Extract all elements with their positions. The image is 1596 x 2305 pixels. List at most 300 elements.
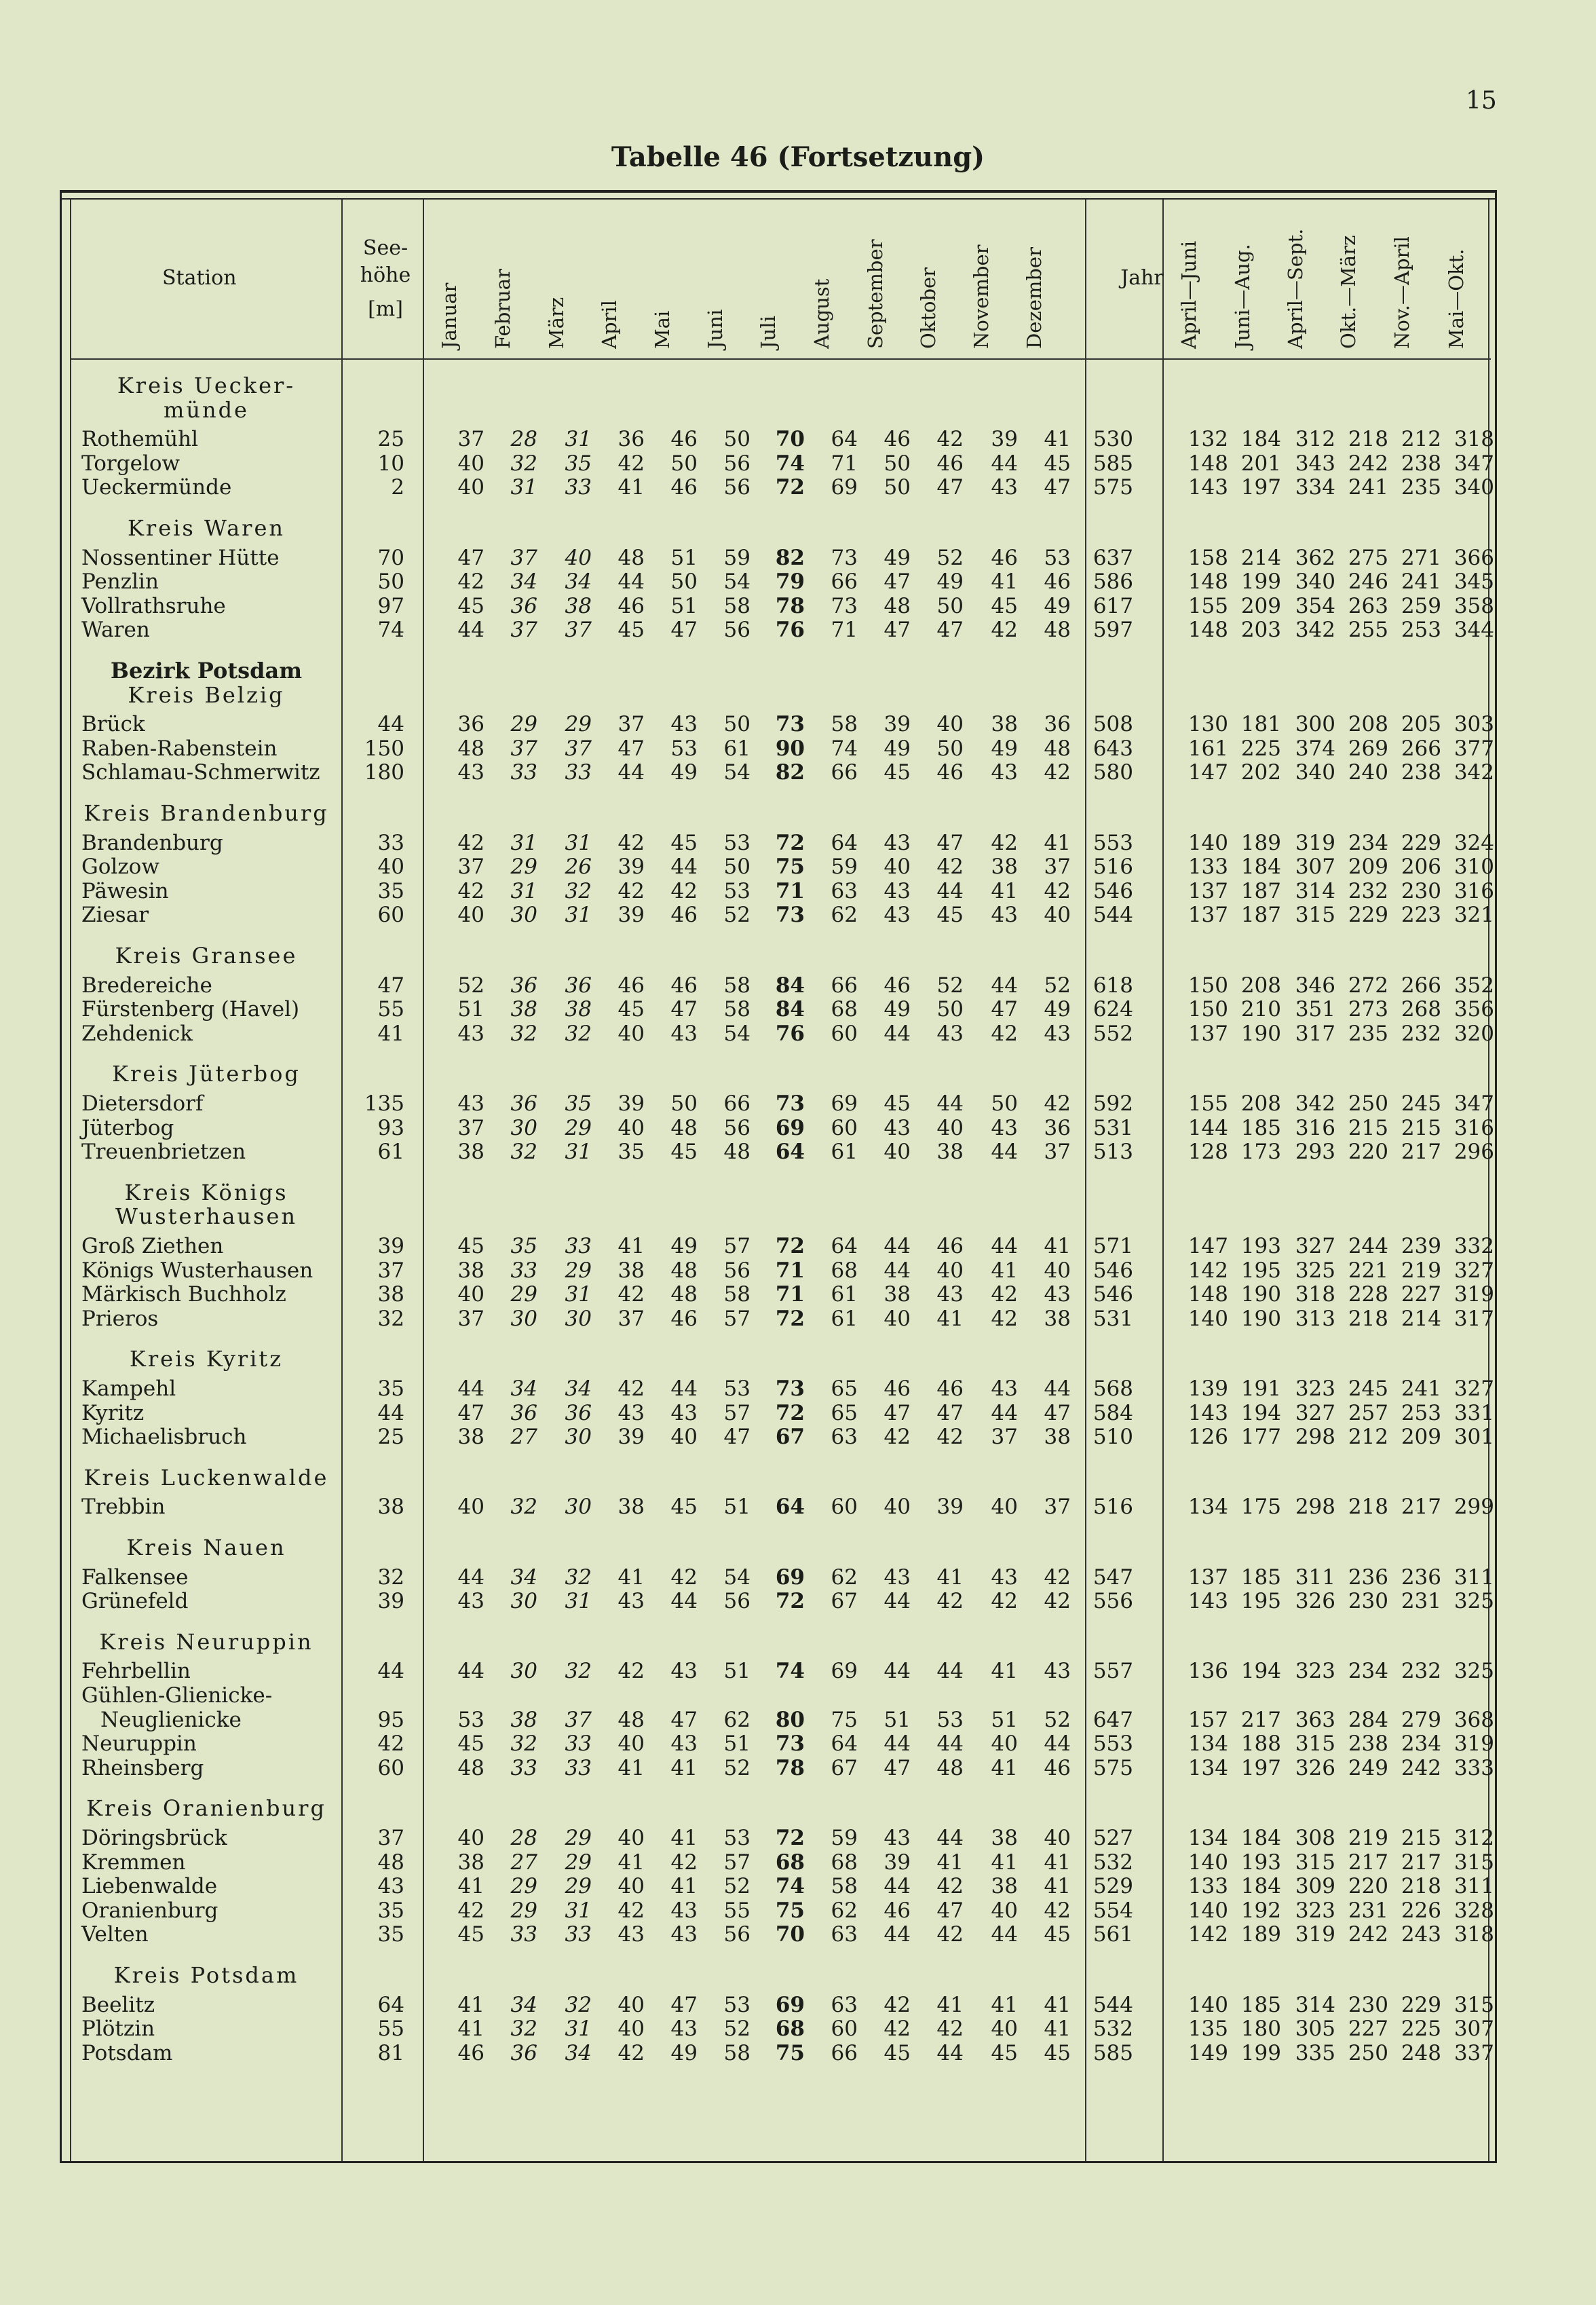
month-cell: 43 xyxy=(670,2017,698,2042)
period-cell: 215 xyxy=(1401,1115,1441,1140)
period-cell: 346 xyxy=(1295,973,1335,998)
station-name: Rothemühl xyxy=(81,427,199,452)
month-cell: 40 xyxy=(1044,1826,1071,1850)
month-cell: 49 xyxy=(884,997,911,1022)
period-cell: 142 xyxy=(1188,1258,1228,1283)
period-cell: 130 xyxy=(1188,712,1228,737)
month-cell: 38 xyxy=(457,1140,484,1165)
kreis-heading: Kreis Waren xyxy=(128,515,285,541)
month-cell: 44 xyxy=(936,1091,964,1116)
period-cell: 266 xyxy=(1401,736,1441,761)
month-cell: 45 xyxy=(884,760,911,785)
period-cell: 240 xyxy=(1348,760,1388,785)
period-cell: 275 xyxy=(1348,545,1388,570)
header-period: Mai—Okt. xyxy=(1445,248,1468,349)
month-cell: 39 xyxy=(884,712,911,737)
month-cell: 51 xyxy=(457,997,484,1022)
table-row xyxy=(0,1756,1596,1780)
station-name: Jüterbog xyxy=(81,1115,174,1140)
month-cell: 64 xyxy=(831,1731,858,1757)
station-name: Kyritz xyxy=(81,1400,145,1425)
jahr-cell: 647 xyxy=(1092,1707,1133,1732)
header-period: April—Sept. xyxy=(1284,228,1307,349)
period-cell: 137 xyxy=(1188,1021,1228,1046)
month-cell: 46 xyxy=(884,1376,911,1401)
period-cell: 134 xyxy=(1188,1731,1228,1757)
month-cell: 42 xyxy=(991,1021,1018,1046)
month-cell: 35 xyxy=(618,1140,645,1165)
month-cell: 38 xyxy=(1044,1425,1071,1450)
table-row xyxy=(0,1091,1596,1116)
month-cell: 41 xyxy=(618,1850,645,1875)
station-name: Waren xyxy=(81,618,150,643)
month-cell: 34 xyxy=(565,569,592,595)
period-cell: 316 xyxy=(1295,1115,1335,1140)
station-name: Falkensee xyxy=(81,1564,189,1590)
period-cell: 231 xyxy=(1348,1898,1388,1923)
month-cell: 41 xyxy=(457,1992,484,2017)
month-cell: 61 xyxy=(831,1282,858,1307)
period-cell: 190 xyxy=(1240,1021,1281,1046)
month-cell: 69 xyxy=(831,1091,858,1116)
month-cell: 49 xyxy=(884,736,911,761)
period-cell: 137 xyxy=(1188,878,1228,903)
month-cell: 53 xyxy=(457,1707,484,1732)
month-cell: 43 xyxy=(670,1922,698,1947)
header-month: August xyxy=(810,278,833,349)
month-cell: 48 xyxy=(618,1707,645,1732)
jahr-cell: 556 xyxy=(1092,1589,1133,1614)
month-cell: 48 xyxy=(618,545,645,570)
month-cell: 68 xyxy=(775,2017,805,2042)
month-cell: 47 xyxy=(457,1400,484,1425)
month-cell: 76 xyxy=(775,618,805,643)
month-cell: 36 xyxy=(510,2040,537,2065)
seehoehe-cell: 97 xyxy=(377,593,404,618)
period-cell: 133 xyxy=(1188,855,1228,880)
month-cell: 75 xyxy=(775,1898,805,1923)
jahr-cell: 618 xyxy=(1092,973,1133,998)
period-cell: 243 xyxy=(1401,1922,1441,1947)
period-cell: 343 xyxy=(1295,451,1335,476)
month-cell: 47 xyxy=(936,1898,964,1923)
month-cell: 38 xyxy=(991,855,1018,880)
jahr-cell: 584 xyxy=(1092,1400,1133,1425)
month-cell: 47 xyxy=(670,1992,698,2017)
month-cell: 47 xyxy=(457,545,484,570)
month-cell: 57 xyxy=(723,1850,750,1875)
jahr-cell: 575 xyxy=(1092,1755,1133,1780)
seehoehe-cell: 95 xyxy=(377,1707,404,1732)
period-cell: 340 xyxy=(1454,475,1494,500)
month-cell: 38 xyxy=(991,1874,1018,1899)
period-cell: 241 xyxy=(1401,1376,1441,1401)
station-name: Ueckermünde xyxy=(81,475,232,500)
month-cell: 37 xyxy=(618,712,645,737)
month-cell: 54 xyxy=(723,760,750,785)
station-name: Fürstenberg (Havel) xyxy=(81,997,300,1022)
period-cell: 205 xyxy=(1401,712,1441,737)
month-cell: 45 xyxy=(936,903,964,928)
month-cell: 32 xyxy=(565,878,592,903)
table-row xyxy=(0,879,1596,903)
month-cell: 71 xyxy=(775,1282,805,1307)
station-name: Prieros xyxy=(81,1306,159,1331)
month-cell: 71 xyxy=(831,451,858,476)
month-cell: 57 xyxy=(723,1306,750,1331)
month-cell: 32 xyxy=(565,1659,592,1684)
header-month: Juni xyxy=(704,309,727,349)
month-cell: 36 xyxy=(565,1400,592,1425)
month-cell: 53 xyxy=(1044,545,1071,570)
jahr-cell: 552 xyxy=(1092,1021,1133,1046)
period-cell: 181 xyxy=(1240,712,1281,737)
kreis-heading: Wusterhausen xyxy=(115,1203,297,1230)
month-cell: 52 xyxy=(1044,973,1071,998)
month-cell: 29 xyxy=(510,855,537,880)
header-month: März xyxy=(545,297,568,349)
month-cell: 48 xyxy=(723,1140,750,1165)
period-cell: 316 xyxy=(1454,1115,1494,1140)
period-cell: 335 xyxy=(1295,2040,1335,2065)
kreis-heading: Kreis Luckenwalde xyxy=(83,1464,329,1491)
jahr-cell: 527 xyxy=(1092,1826,1133,1850)
period-cell: 188 xyxy=(1240,1731,1281,1757)
period-cell: 321 xyxy=(1454,903,1494,928)
month-cell: 53 xyxy=(723,1826,750,1850)
period-cell: 142 xyxy=(1188,1922,1228,1947)
period-cell: 250 xyxy=(1348,2040,1388,2065)
month-cell: 48 xyxy=(670,1258,698,1283)
month-cell: 29 xyxy=(565,712,592,737)
period-cell: 310 xyxy=(1454,855,1494,880)
kreis-heading: Kreis Nauen xyxy=(126,1535,286,1560)
month-cell: 36 xyxy=(457,712,484,737)
jahr-cell: 643 xyxy=(1092,736,1133,761)
period-cell: 271 xyxy=(1401,545,1441,570)
month-cell: 43 xyxy=(1044,1021,1071,1046)
month-cell: 32 xyxy=(510,1140,537,1165)
month-cell: 43 xyxy=(884,830,911,855)
header-month: Oktober xyxy=(917,267,940,349)
jahr-cell: 580 xyxy=(1092,760,1133,785)
month-cell: 46 xyxy=(670,973,698,998)
table-row xyxy=(0,831,1596,855)
month-cell: 42 xyxy=(618,1659,645,1684)
month-cell: 52 xyxy=(457,973,484,998)
month-cell: 37 xyxy=(991,1425,1018,1450)
period-cell: 140 xyxy=(1188,1992,1228,2017)
month-cell: 42 xyxy=(618,830,645,855)
table-row xyxy=(0,1826,1596,1850)
period-cell: 134 xyxy=(1188,1755,1228,1780)
period-cell: 150 xyxy=(1188,997,1228,1022)
month-cell: 38 xyxy=(618,1258,645,1283)
station-name: Nossentiner Hütte xyxy=(81,545,280,570)
period-cell: 268 xyxy=(1401,997,1441,1022)
period-cell: 209 xyxy=(1401,1425,1441,1450)
kreis-heading: Kreis Potsdam xyxy=(113,1962,299,1988)
month-cell: 42 xyxy=(991,1306,1018,1331)
month-cell: 66 xyxy=(831,569,858,595)
period-cell: 212 xyxy=(1401,427,1441,452)
station-name: Königs Wusterhausen xyxy=(81,1258,314,1283)
month-cell: 33 xyxy=(565,1731,592,1757)
table-row xyxy=(0,594,1596,618)
month-cell: 53 xyxy=(723,1992,750,2017)
table-row xyxy=(0,618,1596,642)
month-cell: 69 xyxy=(831,1659,858,1684)
period-cell: 143 xyxy=(1188,475,1228,500)
month-cell: 80 xyxy=(775,1707,805,1732)
month-cell: 33 xyxy=(565,1234,592,1258)
month-cell: 52 xyxy=(1044,1707,1071,1732)
month-cell: 32 xyxy=(510,1021,537,1046)
period-cell: 199 xyxy=(1240,569,1281,595)
month-cell: 29 xyxy=(565,1850,592,1875)
month-cell: 51 xyxy=(670,593,698,618)
month-cell: 28 xyxy=(510,427,537,452)
month-cell: 41 xyxy=(991,878,1018,903)
month-cell: 43 xyxy=(457,1589,484,1614)
period-cell: 197 xyxy=(1240,475,1281,500)
month-cell: 72 xyxy=(775,1826,805,1850)
station-name: Torgelow xyxy=(81,451,180,476)
jahr-cell: 516 xyxy=(1092,855,1133,880)
month-cell: 34 xyxy=(565,2040,592,2065)
period-cell: 184 xyxy=(1240,1826,1281,1850)
month-cell: 43 xyxy=(991,1564,1018,1590)
table-row xyxy=(0,1589,1596,1613)
month-cell: 72 xyxy=(775,1306,805,1331)
station-name: Kremmen xyxy=(81,1850,186,1875)
station-name: Neuglienicke xyxy=(100,1707,242,1732)
month-cell: 27 xyxy=(510,1425,537,1450)
period-cell: 139 xyxy=(1188,1376,1228,1401)
month-cell: 44 xyxy=(884,1922,911,1947)
month-cell: 38 xyxy=(884,1282,911,1307)
period-cell: 351 xyxy=(1295,997,1335,1022)
kreis-heading: Kreis Königs xyxy=(124,1179,288,1205)
month-cell: 62 xyxy=(723,1707,750,1732)
period-cell: 269 xyxy=(1348,736,1388,761)
month-cell: 41 xyxy=(1044,1850,1071,1875)
month-cell: 65 xyxy=(831,1376,858,1401)
seehoehe-cell: 48 xyxy=(377,1850,404,1875)
month-cell: 36 xyxy=(510,593,537,618)
jahr-cell: 571 xyxy=(1092,1234,1133,1258)
month-cell: 48 xyxy=(457,736,484,761)
seehoehe-cell: 25 xyxy=(377,427,404,452)
station-name: Velten xyxy=(81,1922,149,1947)
period-cell: 234 xyxy=(1348,830,1388,855)
station-name: Rheinsberg xyxy=(81,1755,204,1780)
jahr-cell: 532 xyxy=(1092,2017,1133,2042)
month-cell: 44 xyxy=(884,1659,911,1684)
month-cell: 84 xyxy=(775,997,805,1022)
period-cell: 318 xyxy=(1295,1282,1335,1307)
period-cell: 214 xyxy=(1240,545,1281,570)
month-cell: 46 xyxy=(884,1898,911,1923)
period-cell: 366 xyxy=(1454,545,1494,570)
jahr-cell: 516 xyxy=(1092,1495,1133,1520)
seehoehe-cell: 47 xyxy=(377,973,404,998)
jahr-cell: 508 xyxy=(1092,712,1133,737)
period-cell: 374 xyxy=(1295,736,1335,761)
month-cell: 40 xyxy=(991,1495,1018,1520)
month-cell: 40 xyxy=(457,903,484,928)
period-cell: 234 xyxy=(1348,1659,1388,1684)
period-cell: 133 xyxy=(1188,1874,1228,1899)
month-cell: 31 xyxy=(565,903,592,928)
period-cell: 190 xyxy=(1240,1282,1281,1307)
period-cell: 147 xyxy=(1188,760,1228,785)
station-name: Liebenwalde xyxy=(81,1874,218,1899)
month-cell: 31 xyxy=(510,475,537,500)
period-cell: 319 xyxy=(1454,1282,1494,1307)
period-cell: 187 xyxy=(1240,878,1281,903)
month-cell: 31 xyxy=(565,427,592,452)
month-cell: 60 xyxy=(831,1021,858,1046)
month-cell: 47 xyxy=(618,736,645,761)
month-cell: 58 xyxy=(723,2040,750,2065)
header-month: September xyxy=(864,239,887,349)
seehoehe-cell: 35 xyxy=(377,1898,404,1923)
table-row xyxy=(0,1425,1596,1449)
month-cell: 59 xyxy=(831,855,858,880)
month-cell: 71 xyxy=(775,878,805,903)
jahr-cell: 554 xyxy=(1092,1898,1133,1923)
month-cell: 45 xyxy=(457,1234,484,1258)
month-cell: 50 xyxy=(670,1091,698,1116)
period-cell: 317 xyxy=(1454,1306,1494,1331)
period-cell: 134 xyxy=(1188,1495,1228,1520)
station-name: Zehdenick xyxy=(81,1021,193,1046)
table-title: Tabelle 46 (Fortsetzung) xyxy=(611,141,985,173)
period-cell: 155 xyxy=(1188,593,1228,618)
seehoehe-cell: 37 xyxy=(377,1826,404,1850)
month-cell: 38 xyxy=(510,997,537,1022)
month-cell: 35 xyxy=(510,1234,537,1258)
station-name: Golzow xyxy=(81,855,159,880)
month-cell: 30 xyxy=(510,1589,537,1614)
month-cell: 29 xyxy=(565,1874,592,1899)
month-cell: 34 xyxy=(510,569,537,595)
month-cell: 74 xyxy=(775,1659,805,1684)
page-number: 15 xyxy=(1466,87,1497,115)
period-cell: 193 xyxy=(1240,1234,1281,1258)
jahr-cell: 546 xyxy=(1092,1258,1133,1283)
period-cell: 326 xyxy=(1295,1755,1335,1780)
period-cell: 161 xyxy=(1188,736,1228,761)
month-cell: 40 xyxy=(618,1826,645,1850)
jahr-cell: 585 xyxy=(1092,2040,1133,2065)
month-cell: 73 xyxy=(775,1376,805,1401)
month-cell: 26 xyxy=(565,855,592,880)
seehoehe-cell: 150 xyxy=(364,736,404,761)
period-cell: 218 xyxy=(1348,1495,1388,1520)
month-cell: 47 xyxy=(884,1755,911,1780)
table-row xyxy=(0,855,1596,879)
period-cell: 259 xyxy=(1401,593,1441,618)
month-cell: 33 xyxy=(510,1258,537,1283)
kreis-heading: Kreis Jüterbog xyxy=(112,1061,301,1087)
period-cell: 318 xyxy=(1454,1922,1494,1947)
month-cell: 76 xyxy=(775,1021,805,1046)
table-row xyxy=(0,1258,1596,1283)
period-cell: 327 xyxy=(1295,1400,1335,1425)
period-cell: 215 xyxy=(1348,1115,1388,1140)
month-cell: 45 xyxy=(1044,1922,1071,1947)
table-row xyxy=(0,1922,1596,1947)
month-cell: 47 xyxy=(884,569,911,595)
month-cell: 41 xyxy=(936,1306,964,1331)
period-cell: 323 xyxy=(1295,1659,1335,1684)
month-cell: 41 xyxy=(936,1850,964,1875)
month-cell: 40 xyxy=(936,1258,964,1283)
month-cell: 37 xyxy=(1044,855,1071,880)
month-cell: 61 xyxy=(723,736,750,761)
period-cell: 284 xyxy=(1348,1707,1388,1732)
month-cell: 72 xyxy=(775,1589,805,1614)
period-cell: 126 xyxy=(1188,1425,1228,1450)
period-cell: 307 xyxy=(1454,2017,1494,2042)
month-cell: 60 xyxy=(831,1115,858,1140)
month-cell: 41 xyxy=(1044,1234,1071,1258)
period-cell: 230 xyxy=(1348,1992,1388,2017)
month-cell: 50 xyxy=(884,451,911,476)
month-cell: 42 xyxy=(618,1282,645,1307)
month-cell: 48 xyxy=(1044,736,1071,761)
period-cell: 219 xyxy=(1401,1258,1441,1283)
period-cell: 312 xyxy=(1295,427,1335,452)
period-cell: 325 xyxy=(1454,1659,1494,1684)
month-cell: 39 xyxy=(618,855,645,880)
month-cell: 42 xyxy=(884,1425,911,1450)
period-cell: 352 xyxy=(1454,973,1494,998)
header-month: April xyxy=(598,300,621,349)
station-name: Brandenburg xyxy=(81,830,223,855)
month-cell: 45 xyxy=(457,593,484,618)
period-cell: 187 xyxy=(1240,903,1281,928)
month-cell: 58 xyxy=(723,997,750,1022)
month-cell: 74 xyxy=(775,451,805,476)
table-row xyxy=(0,1401,1596,1425)
period-cell: 185 xyxy=(1240,1992,1281,2017)
jahr-cell: 637 xyxy=(1092,545,1133,570)
period-cell: 203 xyxy=(1240,618,1281,643)
month-cell: 78 xyxy=(775,1755,805,1780)
period-cell: 228 xyxy=(1348,1282,1388,1307)
table-row xyxy=(0,1282,1596,1307)
month-cell: 57 xyxy=(723,1234,750,1258)
table-row xyxy=(0,1234,1596,1258)
month-cell: 50 xyxy=(936,593,964,618)
period-cell: 195 xyxy=(1240,1589,1281,1614)
period-cell: 309 xyxy=(1295,1874,1335,1899)
jahr-cell: 547 xyxy=(1092,1564,1133,1590)
seehoehe-cell: 32 xyxy=(377,1564,404,1590)
month-cell: 38 xyxy=(936,1140,964,1165)
period-cell: 326 xyxy=(1295,1589,1335,1614)
month-cell: 38 xyxy=(457,1258,484,1283)
month-cell: 42 xyxy=(1044,878,1071,903)
month-cell: 44 xyxy=(1044,1731,1071,1757)
table-row xyxy=(0,997,1596,1022)
table-row xyxy=(0,1708,1596,1732)
month-cell: 64 xyxy=(775,1495,805,1520)
station-name: Neuruppin xyxy=(81,1731,197,1757)
